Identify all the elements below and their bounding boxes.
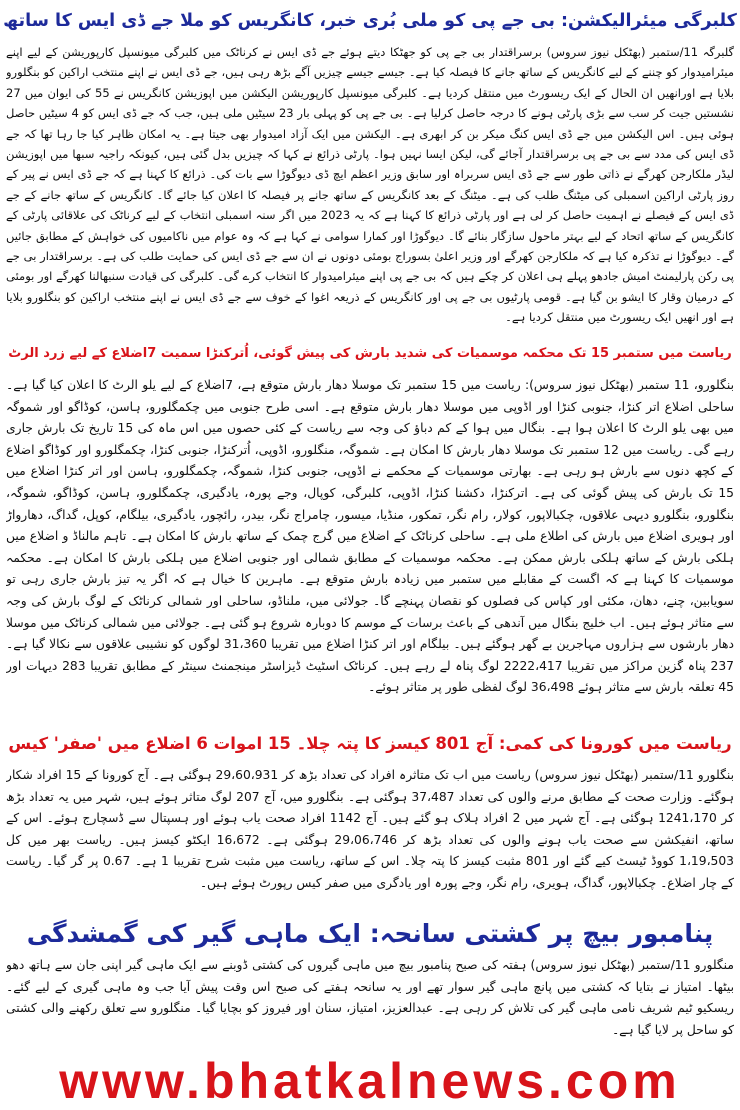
- article-body: گلبرگہ 11/ستمبر (بھٹکل نیوز سروس) برسراقتدار بی جے پی کو جھٹکا دیتے ہوئے جے ڈی ایس نے کرناٹک میں کلبرگی میونسپل کارپوریشن کے لیے اپنے میئرامیدوار کو چننے کے لیے کانگریس کے ساتھ جانے کا فیصلہ کیا ہے۔ جیسے جیسے چیزیں آگے بڑھ رہی ہیں، جے ڈی ایس نے اپنے منتخب اراکین کو بنگلورو بلایا ہے اورانھیں ان الحال کے ایک ریسورٹ میں منتقل کردیا ہے۔ کلبرگی میونسپل کارپوریشن الیکشن میں اپوزیشن کانگریس نے 55 کی ایوان میں 27 نشستیں جیت کر سب سے بڑی پارٹی ہونے کا درجہ حاصل کرلیا ہے۔ بی جے پی کو پہلی بار 23 سیٹیں ملی ہیں، جب کہ جے ڈی ایس کو 4 سیٹیں حاصل ہوئی ہیں۔ اس الیکشن میں جے ڈی ایس کنگ میکر بن کر ابھری ہے۔ الیکشن میں ایک آزاد امیدوار بھی جیتا ہے۔ یہ امکان ظاہر کیا جا رہا تھا کہ جے ڈی ایس کی مدد سے بی جے پی برسراقتدار آجائے گی، لیکن ایسا نہیں ہوا۔ پارٹی ذرائع نے کہا کہ چیزیں بدل گئی ہیں، کیونکہ راجیہ سبھا میں اپوزیشن لیڈر ملکارجن کھرگے نے ذاتی طور سے جے ڈی ایس سربراہ اور سابق وزیر اعظم ایچ ڈی دیوگوڑا سے بات کی۔ ذرائع کا کہنا ہے کہ جے ڈی ایس نے پیر کے روز پارٹی اراکین اسمبلی کی میٹنگ طلب کی ہے۔ میٹنگ کے بعد کانگریس کے ساتھ جانے پر فیصلہ کا اعلان کیا جائے گا۔ کانگریس کے ساتھ جانے کے جے ڈی ایس کے فیصلے نے اہمیت حاصل کر لی ہے اور پارٹی ذرائع کا کہنا ہے کہ یہ 2023 میں اگر سنہ اسمبلی انتخاب کے لیے کرناٹک کی علاقائی پارٹی کے کانگریس کے ساتھ اتحاد کے لیے بہتر ماحول سازگار بنائے گا۔ دیوگوڑا اور کمارا سوامی نے کہا ہے کہ وہ عوام میں ناکامیوں کی خواہش کے مطابق جائیں گے۔ دیوگوڑا نے تذکرہ کیا ہے کہ ملکارجن کھرگے اور وزیر اعلیٰ بسوراج بومئی دونوں نے ان سے جے ڈی ایس کی حمایت طلب کی ہے۔ برسراقتدار بی جے پی رکن پارلیمنٹ امیش جادھو پہلے ہی اعلان کر چکے ہیں کہ بی جے پی اپنے میئرامیدوار کا انتخاب کرے گی۔ کلبرگی کی قیادت سنبھالنا کھرگے اور بومئی کے درمیان وقار کا ایشو بن گیا ہے۔ قومی پارٹیوں بی جے پی اور کانگریس کے ذریعہ اغوا کے خوف سے جے ڈی ایس نے اپنے منتخب اراکین کو بنگلورو بلایا ہے اور انھیں ایک ریسورٹ میں منتقل کردیا ہے۔: [6, 45, 734, 325]
- article-headline: ریاست میں کورونا کی کمی: آج 801 کیسز کا پتہ چلا۔ 15 اموات 6 اضلاع میں 'صفر' کیس: [8, 734, 732, 753]
- article-body: منگلورو 11/ستمبر (بھٹکل نیوز سروس) ہفتہ کی صبح پنامبور بیچ میں ماہی گیروں کی کشتی ڈوبنے سے ایک ماہی گیر اپنی جان سے ہاتھ دھو بیٹھا۔ امتیاز نے بتایا کہ کشتی میں پانچ ماہی گیر سوار تھے اور یہ سانحہ ہفتے کی صبح اس وقت پیش آیا جب وہ ماہی گیری کے لیے گئے۔ ریسکیو ٹیم شریف نامی ماہی گیر کی تلاش کر رہی ہے۔ عبدالعزیز، امتیاز، سنان اور فیروز کو بچایا گیا۔ منگلورو سے تعلق رکھنے والی کشتی کو ساحل پر لایا گیا ہے۔: [6, 958, 734, 1037]
- article-body: بنگلورو 11/ستمبر (بھٹکل نیوز سروس) ریاست میں اب تک متاثرہ افراد کی تعداد بڑھ کر 29،60،931 ہوگئی ہے۔ آج کورونا کے 15 افراد شکار ہوگئے۔ وزارت صحت کے مطابق مرنے والوں کی تعداد 37،487 ہوگئی ہے۔ بنگلورو میں، آج 207 لوگ متاثر ہوئے ہیں، شہر میں یہ تعداد بڑھ کر 1241،170 ہوگئی ہے۔ آج شہر میں 2 افراد ہلاک ہو گئے ہیں۔ آج 1142 افراد صحت یاب ہوئے اور ہسپتال سے ڈسچارج ہوئے۔ اس کے ساتھ، انفیکشن سے صحت یاب ہونے والوں کی تعداد بڑھ کر 29،06،746 ہوگئی ہے۔ 16،672 ایکٹو کیسز ہیں۔ ریاست بھر میں کل 1،19،503 کووڈ ٹیسٹ کیے گئے اور 801 مثبت کیسز کا پتہ چلا۔ اس کے ساتھ، ریاست میں مثبت شرح تقریبا 1 ہے۔ 0.67 پر گر گیا۔ ریاست کے چار اضلاع۔ چکبالاپور، گداگ، ہویری، رام نگر، وجے پورہ اور یادگری میں صفر کیس رپورٹ ہوئے ہیں۔: [6, 768, 734, 890]
- article-corona-cases: [0, 723, 740, 911]
- article-gulbarga-mayor-election: [0, 0, 740, 330]
- article-body: بنگلورو، 11 ستمبر (بھٹکل نیوز سروس): ریاست میں 15 ستمبر تک موسلا دھار بارش متوقع ہے، 7اضلاع کے لیے یلو الرٹ کا اعلان کیا گیا ہے۔ ساحلی اضلاع اتر کنڑا، جنوبی کنڑا اور اڈوپی میں موسلا دھار بارش متوقع ہے۔ اسی طرح جنوبی میں چکمگلورو، ہاسن، کوڈاگو اور شموگہ میں بھی یلو الرٹ کا اعلان ہوا ہے۔ بنگال میں ہوا کے کم دباؤ کی وجہ سے ریاست کے کئی حصوں میں اس ماہ کی 15 تاریخ تک بارش جاری رہے گی۔ ریاست میں 12 ستمبر تک موسلا دھار بارش کا امکان ہے۔ شموگہ، منگلورو، اڈوپی، اُترکنڑا، جنوبی کنڑا، چکمگلورو اور کوڈاگو اضلاع کے کچھ دنوں سے بارش ہو رہی ہے۔ بھارتی موسمیات کے محکمے نے اڈوپی، جنوبی کنڑا، شموگہ، چکمگلورو، ہاسن اور اتر کنڑا اضلاع میں 15 تک بارش کی پیش گوئی کی ہے۔ اترکنڑا، دکشنا کنڑا، اڈوپی، کلبرگی، کوپال، وجے پورہ، یادگیری، چکمگلورو، ہاسن، کوڈاگو، شموگہ، بنگلورو، بنگلورو دیہی علاقوں، چکبالاپور، کولار، رام نگر، تمکور، منڈیا، میسور، چامراج نگر، بیدر، رائچور، یادگیری، بیلگام، کوپل، گداگ، دھارواڑ اور ہویری اضلاع میں بارش کی اطلاع ملی ہے۔ ساحلی کرناٹک کے اضلاع میں گرج چمک کے ساتھ بارش کا امکان ہے۔ تاہم مالناڈ و اضلاع میں ہلکی بارش کے ساتھ ہلکی بارش ممکن ہے۔ محکمہ موسمیات کے مطابق شمالی اور جنوبی اضلاع میں ہلکی بارش کا امکان ہے۔ محکمہ موسمیات کا کہنا ہے کہ اگست کے مقابلے میں ستمبر میں زیادہ بارش متوقع ہے۔ ماہرین کا خیال ہے کہ اگر یہ تیز بارش جاری رہی تو سویابین، چنے، دھان، مکئی اور کپاس کی فصلوں کو نقصان پہنچے گا۔ جولائی میں، ملناڈو، ساحلی اور شمالی کرناٹک کے لوگ بارش کی وجہ سے متاثر ہوئے ہیں۔ اب خلیج بنگال میں آندھی کے باعث برسات کے موسم کا دوبارہ شروع ہو گئی ہے۔ جولائی میں شمالی کرناٹک میں موسلا دھار بارشوں سے ہزاروں مہاجرین بے گھر ہوگئے ہیں۔ بیلگام اور اتر کنڑا اضلاع میں تقریبا 31،360 لوگوں کو نشیبی علاقوں سے نکالا گیا ہے۔ 237 پناہ گزین مراکز میں تقریبا 2222،417 لوگ پناہ لے رہے ہیں۔ کرناٹک اسٹیٹ ڈیزاسٹر مینجمنٹ سینٹر کے مطابق تقریبا 283 دیہات اور 45 تعلقہ بارش سے متاثر ہوئے 36،498 لوگ لفظی طور پر متاثر ہوئے۔: [6, 378, 734, 695]
- site-url-footer: www.bhatkalnews.com: [59, 1053, 681, 1109]
- article-headline: ریاست میں ستمبر 15 تک محکمہ موسمیات کی شدید بارش کی پیش گوئی، اُترکنڑا سمیت 7اضلاع کے لیے زرد الرٹ: [8, 346, 732, 361]
- article-headline: پنامبور بیچ پر کشتی سانحہ: ایک ماہی گیر کی گمشدگی: [26, 919, 714, 948]
- article-rain-forecast: [0, 333, 740, 723]
- article-boat-tragedy: [0, 913, 740, 1048]
- article-headline: کلبرگی میئرالیکشن: بی جے پی کو ملی بُری خبر، کانگریس کو ملا جے ڈی ایس کا ساتھ: [3, 11, 737, 31]
